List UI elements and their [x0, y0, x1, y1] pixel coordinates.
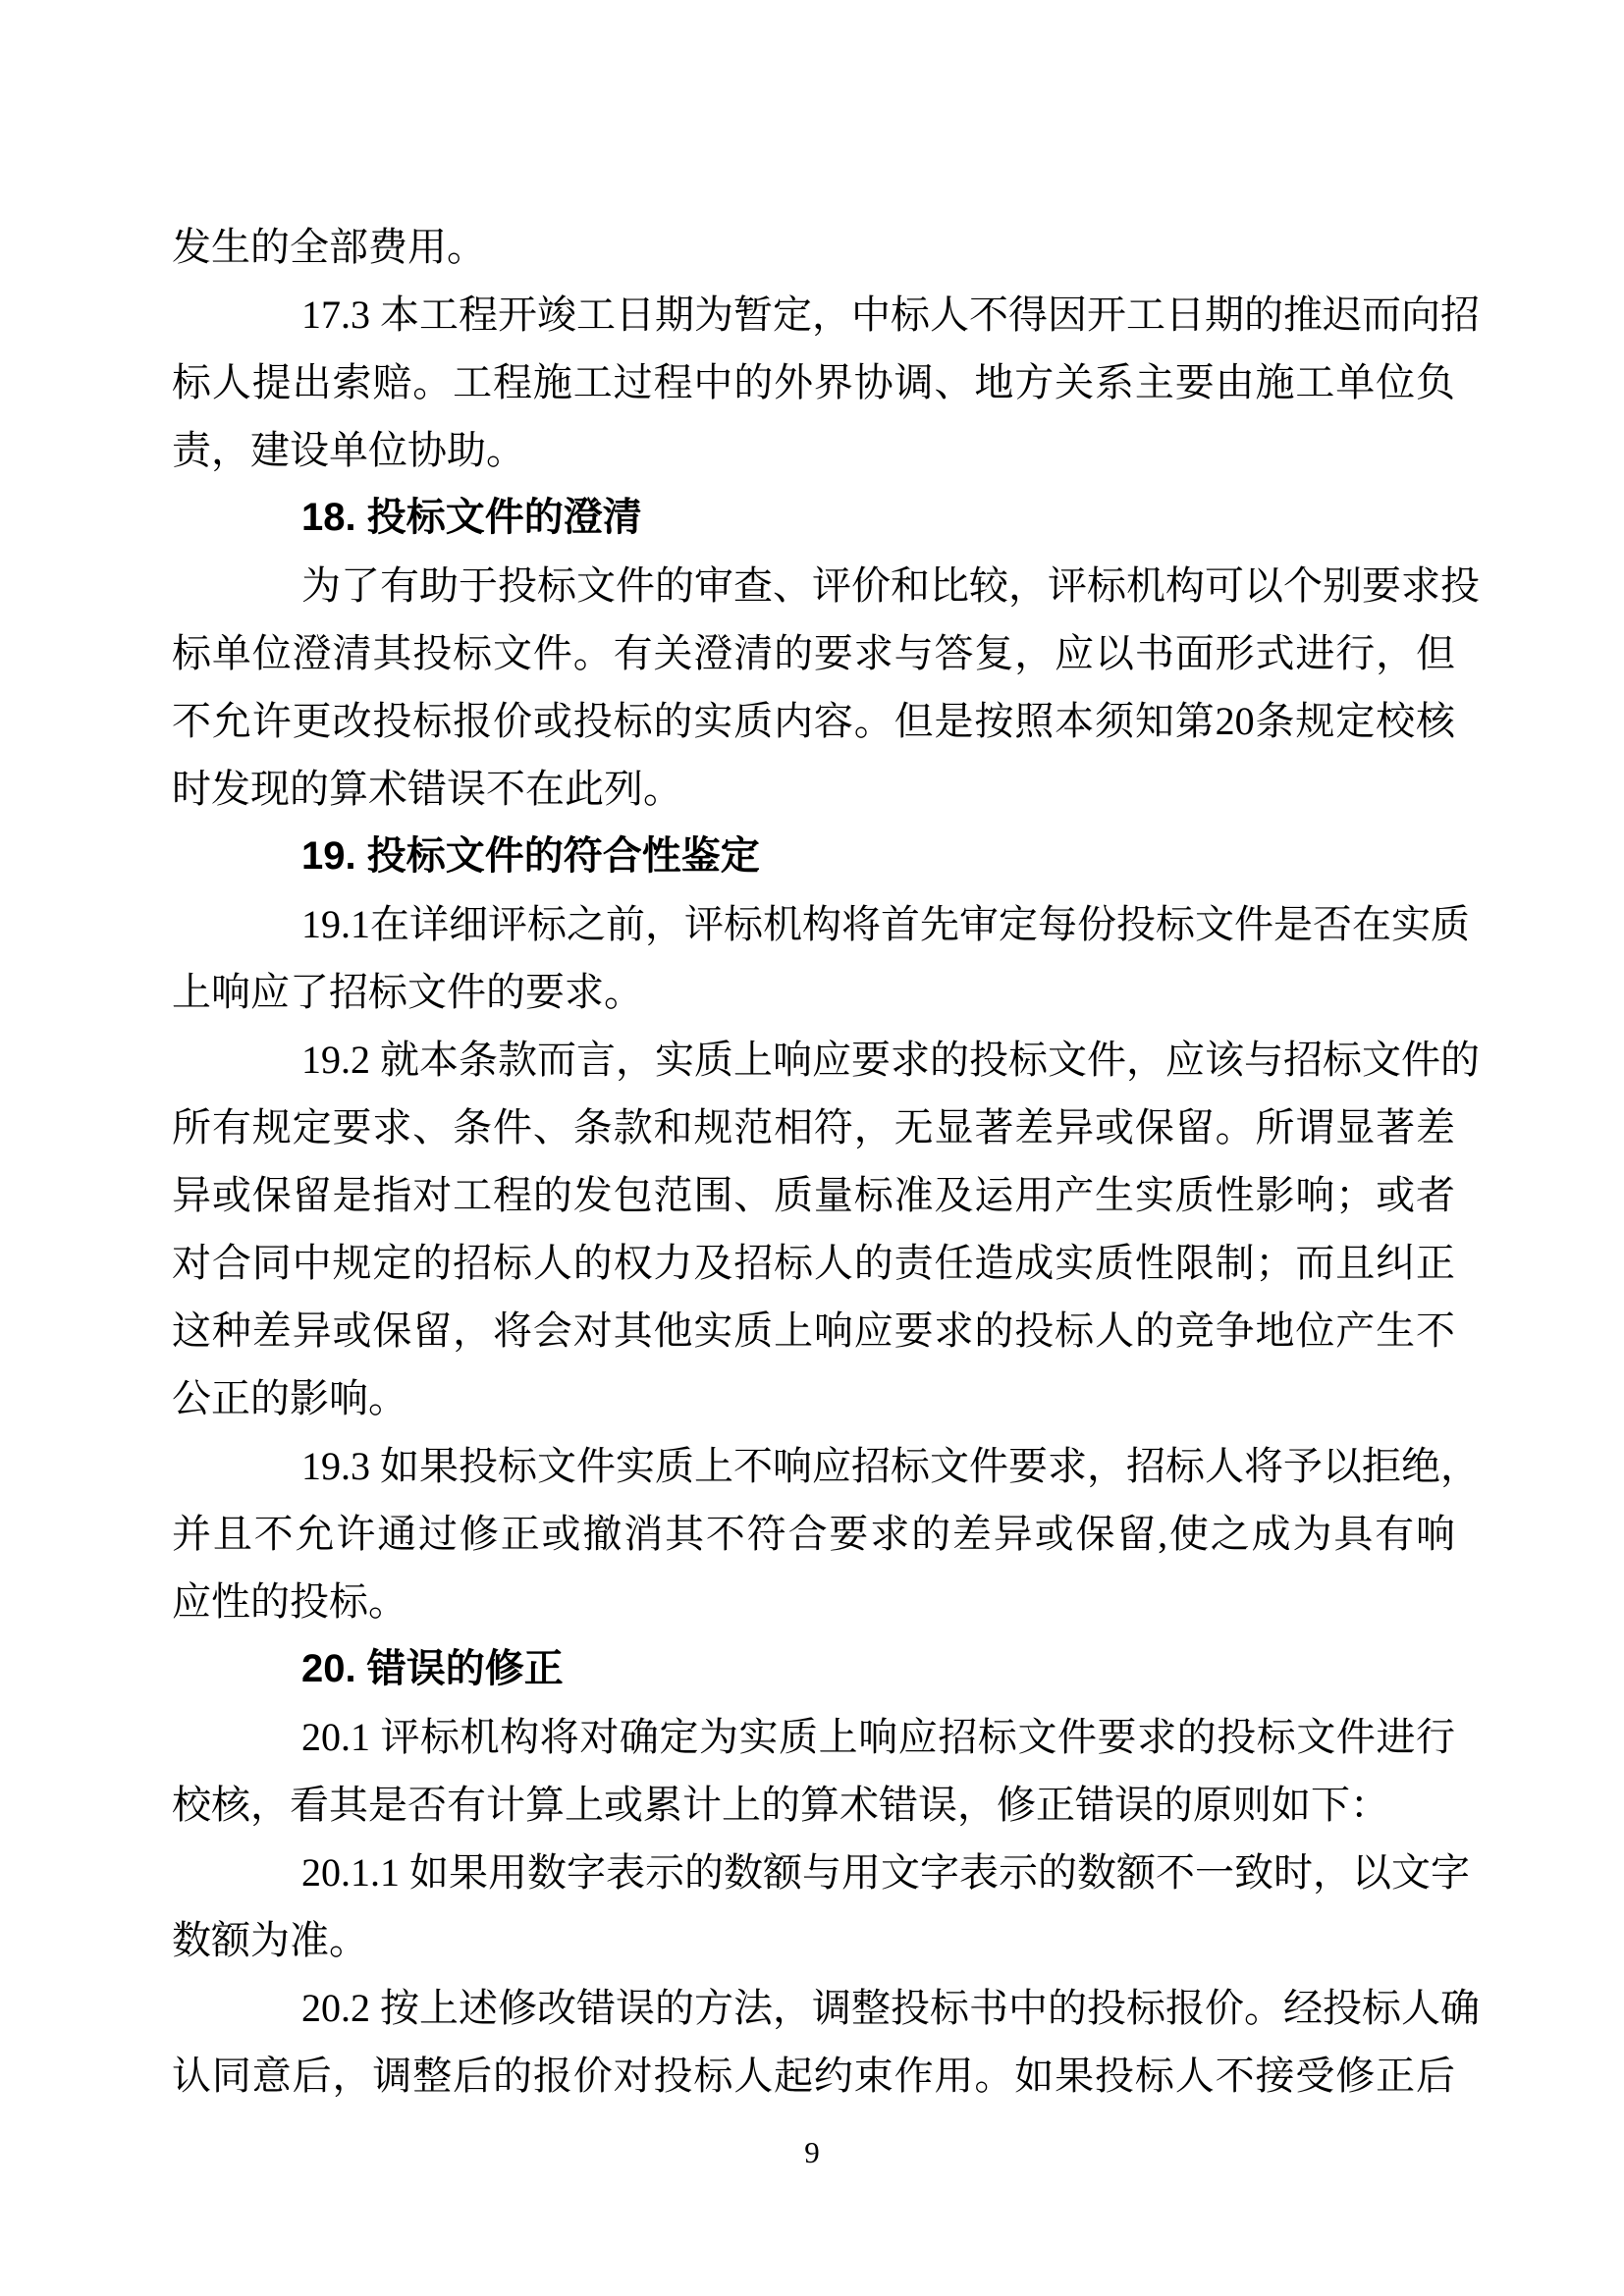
paragraph-line: 时发现的算术错误不在此列。	[172, 767, 682, 811]
paragraph-line: 认同意后，调整后的报价对投标人起约束作用。如果投标人不接受修正后	[172, 2054, 1455, 2098]
section-heading-20: 20. 错误的修正	[301, 1647, 564, 1690]
paragraph-line: 对合同中规定的招标人的权力及招标人的责任造成实质性限制；而且纠正	[172, 1241, 1455, 1285]
page-number: 9	[804, 2135, 820, 2169]
paragraph-line: 这种差异或保留，将会对其他实质上响应要求的投标人的竞争地位产生不	[172, 1308, 1455, 1353]
paragraph-line-19-3: 19.3 如果投标文件实质上不响应招标文件要求，招标人将予以拒绝，	[301, 1444, 1480, 1488]
paragraph-line: 所有规定要求、条件、条款和规范相符，无显著差异或保留。所谓显著差	[172, 1105, 1455, 1149]
section-heading-19: 19. 投标文件的符合性鉴定	[301, 834, 760, 878]
paragraph-line: 标单位澄清其投标文件。有关澄清的要求与答复，应以书面形式进行，但	[172, 631, 1455, 675]
paragraph-line-20-2: 20.2 按上述修改错误的方法，调整投标书中的投标报价。经投标人确	[301, 1986, 1480, 2030]
text-block	[172, 213, 1480, 2109]
paragraph-line: 发生的全部费用。	[172, 225, 486, 269]
paragraph-line: 责，建设单位协助。	[172, 428, 525, 472]
paragraph-line: 并且不允许通过修正或撤消其不符合要求的差异或保留,使之成为具有响	[172, 1512, 1455, 1556]
paragraph-line-19-1: 19.1在详细评标之前，评标机构将首先审定每份投标文件是否在实质	[301, 902, 1470, 946]
paragraph-line-20-1: 20.1 评标机构将对确定为实质上响应招标文件要求的投标文件进行	[301, 1715, 1455, 1759]
paragraph-line-17-3: 17.3 本工程开竣工日期为暂定，中标人不得因开工日期的推迟而向招	[301, 293, 1480, 337]
paragraph-line: 标人提出索赔。工程施工过程中的外界协调、地方关系主要由施工单位负	[172, 360, 1455, 404]
paragraph-line: 公正的影响。	[172, 1376, 407, 1420]
paragraph-line: 为了有助于投标文件的审查、评价和比较，评标机构可以个别要求投	[301, 563, 1480, 608]
paragraph-line: 上响应了招标文件的要求。	[172, 970, 643, 1014]
section-heading-18: 18. 投标文件的澄清	[301, 496, 642, 539]
paragraph-line: 数额为准。	[172, 1918, 368, 1962]
paragraph-line: 校核，看其是否有计算上或累计上的算术错误，修正错误的原则如下：	[172, 1783, 1389, 1827]
paragraph-line: 不允许更改投标报价或投标的实质内容。但是按照本须知第20条规定校核	[172, 699, 1455, 743]
paragraph-line: 应性的投标。	[172, 1579, 407, 1624]
paragraph-line-19-2: 19.2 就本条款而言，实质上响应要求的投标文件，应该与招标文件的	[301, 1038, 1480, 1082]
paragraph-line-20-1-1: 20.1.1 如果用数字表示的数额与用文字表示的数额不一致时，以文字	[301, 1850, 1470, 1895]
paragraph-line: 异或保留是指对工程的发包范围、质量标准及运用产生实质性影响；或者	[172, 1173, 1455, 1217]
